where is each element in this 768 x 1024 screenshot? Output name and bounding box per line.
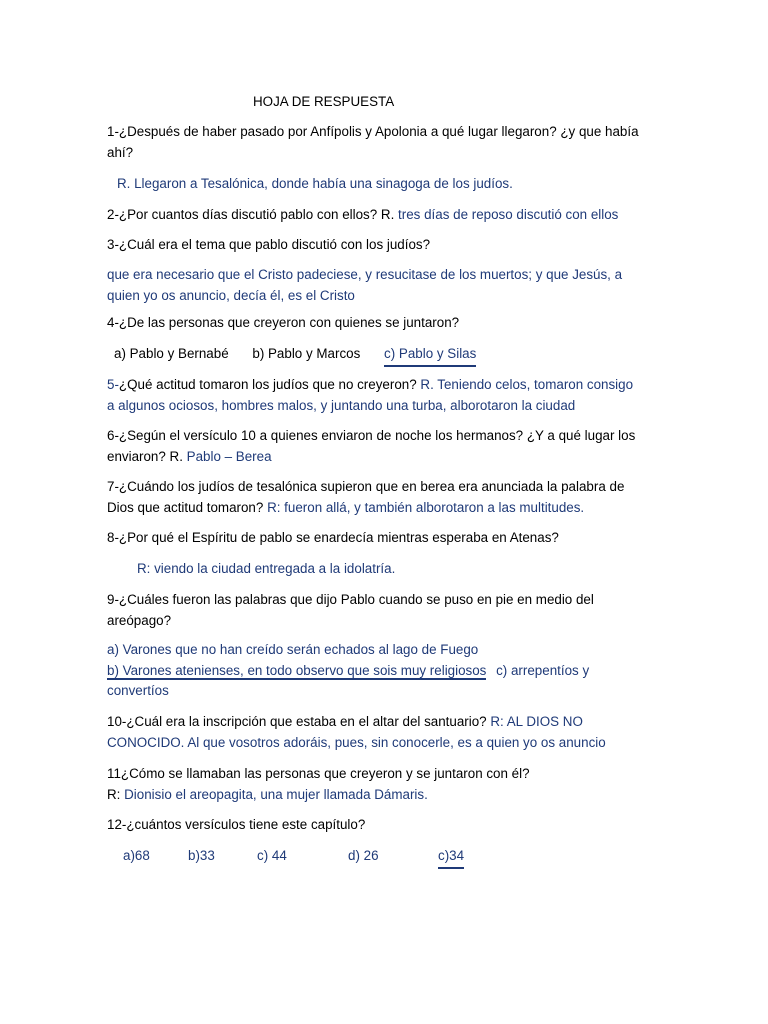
option-c-34-selected: c)34	[438, 846, 464, 869]
option-a: a) Pablo y Bernabé	[114, 346, 229, 361]
question-1-line-1: 1-¿Después de haber pasado por Anfípolis y Apolonia a qué lugar llegaron? ¿y que había	[107, 124, 639, 139]
page-title: HOJA DE RESPUESTA	[253, 94, 395, 109]
option-d-26: d) 26	[348, 848, 379, 863]
answer-10-line-2: CONOCIDO. Al que vosotros adoráis, pues, sin conocerle, es a quien yo os anuncio	[107, 734, 606, 750]
question-4: 4-¿De las personas que creyeron con quienes se juntaron?	[107, 315, 460, 330]
question-11	[107, 764, 667, 805]
option-c-44: c) 44	[257, 848, 287, 863]
question-3: 3-¿Cuál era el tema que pablo discutió con los judíos?	[107, 237, 431, 252]
question-1	[107, 122, 667, 163]
question-5-text: ¿Qué actitud tomaron los judíos que no creyeron?	[118, 377, 417, 392]
answer-9	[107, 640, 667, 702]
answer-11-prefix: R:	[107, 786, 121, 802]
question-9-line-2: areópago?	[107, 612, 172, 628]
answer-9-option-c-line-2: convertíos	[107, 683, 169, 698]
question-2-text: 2-¿Por cuantos días discutió pablo con ellos? R.	[107, 207, 395, 222]
answer-10-line-1: R: AL DIOS NO	[490, 714, 583, 729]
answer-3-line-2: quien yo os anuncio, decía él, es el Cristo	[107, 287, 355, 303]
question-4-options	[114, 344, 674, 367]
answer-9-option-b-selected: b) Varones atenienses, en todo observo que sois muy religiosos	[107, 662, 487, 678]
answer-3	[107, 265, 667, 306]
answer-1: R. Llegaron a Tesalónica, donde había una sinagoga de los judíos.	[117, 176, 513, 191]
question-7-line-2: Dios que actitud tomaron?	[107, 499, 264, 515]
answer-9-option-a: a) Varones que no han creído serán echados al lago de Fuego	[107, 642, 479, 657]
option-a-68: a)68	[123, 848, 150, 863]
answer-6: Pablo – Berea	[186, 448, 272, 464]
question-6	[107, 426, 667, 467]
answer-2: tres días de reposo discutió con ellos	[398, 207, 619, 222]
question-7-line-1: 7-¿Cuándo los judíos de tesalónica supieron que en berea era anunciada la palabra de	[107, 479, 625, 494]
question-5	[107, 375, 667, 416]
answer-8: R: viendo la ciudad entregada a la idolatría.	[137, 561, 396, 576]
answer-9-option-c-line-1: c) arrepentíos y	[496, 662, 590, 678]
question-8: 8-¿Por qué el Espíritu de pablo se enardecía mientras esperaba en Atenas?	[107, 530, 559, 545]
option-c-selected: c) Pablo y Silas	[384, 344, 476, 367]
question-6-line-1: 6-¿Según el versículo 10 a quienes enviaron de noche los hermanos? ¿Y a qué lugar los	[107, 428, 636, 443]
answer-3-line-1: que era necesario que el Cristo padeciese, y resucitase de los muertos; y que Jesús, a	[107, 267, 623, 282]
answer-11: Dionisio el areopagita, una mujer llamada Dámaris.	[124, 786, 428, 802]
question-12: 12-¿cuántos versículos tiene este capítulo?	[107, 817, 366, 832]
answer-7: R: fueron allá, y también alborotaron a las multitudes.	[267, 499, 585, 515]
question-9	[107, 590, 667, 631]
question-1-line-2: ahí?	[107, 144, 134, 160]
question-6-line-2: enviaron? R.	[107, 448, 183, 464]
question-5-number: 5-	[107, 377, 119, 392]
question-10-text: 10-¿Cuál era la inscripción que estaba en el altar del santuario?	[107, 714, 487, 729]
option-b: b) Pablo y Marcos	[252, 346, 361, 361]
question-7	[107, 477, 667, 518]
option-b-33: b)33	[188, 848, 215, 863]
question-10	[107, 712, 667, 753]
answer-5-line-1: R. Teniendo celos, tomaron consigo	[420, 377, 634, 392]
question-9-line-1: 9-¿Cuáles fueron las palabras que dijo Pablo cuando se puso en pie en medio del	[107, 592, 594, 607]
answer-5-line-2: a algunos ociosos, hombres malos, y juntando una turba, alborotaron la ciudad	[107, 397, 576, 413]
question-2	[107, 205, 667, 226]
question-11-text: 11¿Cómo se llamaban las personas que creyeron y se juntaron con él?	[107, 766, 530, 781]
